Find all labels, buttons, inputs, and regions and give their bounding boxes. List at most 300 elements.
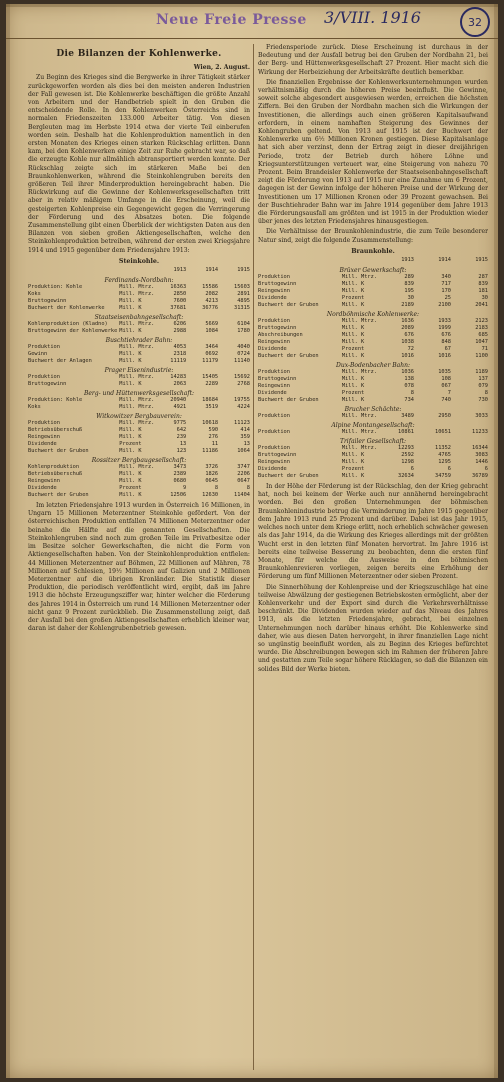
table-cell-value: 37681 (170, 305, 187, 312)
table-row-unit: Mill. K (341, 339, 365, 346)
table-cell-value: 1036 (401, 369, 414, 376)
table-cell-value: 676 (441, 332, 451, 339)
table-group-name: Buschtiehrader Bahn: (105, 337, 173, 345)
table-row-unit: Mill. K (119, 471, 142, 478)
table-row-unit: Prozent (341, 295, 365, 302)
table-cell-value: 289 (404, 274, 414, 281)
table-cell-value: 13 (179, 441, 187, 448)
table-row (258, 383, 488, 390)
table-cell-value: 4040 (237, 344, 250, 351)
table-cell-value: 848 (441, 339, 451, 346)
table-cell-value: 067 (441, 383, 451, 390)
table-row (258, 376, 488, 383)
table-cell-value: 734 (404, 397, 414, 404)
table-header-year: 1913 (173, 267, 187, 274)
table-cell-value: 11404 (234, 492, 250, 499)
table-row-label: Reingewinn (28, 434, 60, 441)
table-row-label: Reingewinn (258, 288, 290, 295)
table-cell-value: 1933 (438, 318, 451, 325)
table-row (28, 291, 250, 298)
table-group-row (28, 411, 250, 420)
table-row-label: Buchwert der Anlagen (28, 358, 92, 365)
table-cell-value: 4765 (438, 452, 451, 459)
table-cell-value: 11140 (234, 358, 250, 365)
table-row-label: Betriebsüberschuß (28, 427, 83, 434)
table-row-unit: Mill. Mtrz. (341, 369, 377, 376)
table-cell-value: 10618 (202, 420, 219, 427)
table-cell-value: 839 (404, 281, 414, 288)
table-cell-value: 1189 (475, 369, 488, 376)
table-header-blank (258, 257, 340, 265)
table-row (28, 284, 250, 291)
table-row-label: Betriebsüberschuß (28, 471, 83, 478)
table-row-unit: Prozent (341, 390, 365, 397)
table-cell-value: 108 (441, 376, 451, 383)
table-cell-value: 8 (214, 485, 219, 492)
clipping-edge-left (6, 4, 10, 1078)
table-cell-value: 1100 (475, 353, 488, 360)
left-paragraphs (28, 74, 250, 254)
table-cell-value: 4895 (237, 298, 250, 305)
table-group-row (28, 312, 250, 321)
table-cell-value: 2082 (205, 291, 219, 298)
table-row (258, 473, 488, 480)
table-cell-value: 0647 (237, 478, 250, 485)
table-row-label: Produktion (258, 318, 290, 325)
table-row-unit: Mill. K (341, 281, 365, 288)
table-row (28, 321, 250, 328)
table-row (28, 478, 250, 485)
table-row-unit: Mill. K (341, 288, 365, 295)
table-cell-value: 1826 (205, 471, 219, 478)
table-row-unit: Mill. K (341, 452, 365, 459)
table-cell-value: 3083 (475, 452, 488, 459)
table-row-label: Bruttogewinn (258, 452, 297, 459)
table-cell-value: 7600 (173, 298, 187, 305)
table-cell-value: 4213 (205, 298, 219, 305)
table-row (258, 325, 488, 332)
table-row-label: Bruttogewinn (28, 381, 67, 388)
table-row-unit: Mill. K (341, 302, 365, 309)
table-row-unit: Mill. K (119, 478, 142, 485)
table-row (28, 420, 250, 427)
table-cell-value: 170 (441, 288, 451, 295)
table-cell-value: 239 (176, 434, 187, 441)
table-row (28, 471, 250, 478)
table-cell-value: 19755 (234, 397, 250, 404)
table-row-label: Reingewinn (258, 459, 290, 466)
newspaper-name: Neue Freie Presse (156, 12, 307, 28)
table-cell-value: 10861 (398, 429, 414, 436)
table-row (258, 274, 488, 281)
table-row (28, 434, 250, 441)
table-cell-value: 0645 (205, 478, 219, 485)
table-row-unit: Mill. Mtrz. (341, 318, 377, 325)
table-cell-value: 0724 (237, 351, 250, 358)
table-row (28, 427, 250, 434)
table-cell-value: 11 (211, 441, 219, 448)
table-group-name: Nordböhmische Kohlenwerke: (326, 311, 420, 319)
table-cell-value: 12293 (398, 445, 414, 452)
table-group-row (258, 436, 488, 445)
table-cell-value: 839 (478, 281, 488, 288)
table-cell-value: 123 (176, 448, 187, 455)
table-group-name: Brucher Schächte: (344, 406, 402, 414)
table-row-unit: Mill. Mtrz. (119, 284, 155, 291)
table-cell-value: 2063 (173, 381, 187, 388)
table-cell-value: 34759 (435, 473, 451, 480)
clipping-edge-right (494, 4, 498, 1078)
table-row-label: Produktion (258, 429, 290, 436)
table-row-unit: Mill. K (119, 492, 142, 499)
steinkohle-table (28, 267, 250, 499)
braunkohle-table-title: Braunkohle. (351, 247, 395, 255)
table-group-name: Alpine Montangesellschaft: (331, 422, 415, 430)
table-group-row (28, 388, 250, 397)
table-cell-value: 2100 (438, 302, 451, 309)
table-row-unit: Prozent (119, 485, 142, 492)
article-paragraph: Im letzten Friedensjahre 1913 wurden in Österreich 16 Millionen, in Ungarn 15 Millionen Meterzentner Steinkohle gefördert. Von der österreichischen Produktion entfallen 74 Millionen Meterzentner oder beinahe die Hälfte auf die genannten Gesellschaften. Die Steinkohlengruben sind noch zum großen Teile im Privatbesitze oder im Besitze solcher Gewerkschaften, die nicht die Form von Aktiengesellschaften haben. Von der Steinkohlenproduktion entfielen: 44 Millionen Meterzentner auf Böhmen, 22 Millionen auf Mähren, 78 Millionen auf Schlesien, 19½ Millionen auf Galizien und 2 Millionen Meterzentner auf die übrigen Kronländer. Die Statistik dieser Produktion, die periodisch veröffentlicht wird, ergibt, daß im Jahre 1913 die höchste Erzeugungsziffer war, hinter welcher die Förderung des Jahres 1914 in Österreich um rund 14 Millionen Meterzentner oder nicht ganz 9 Prozent zurückblieb. Die Zusammenstellung zeigt, daß der Ausfall bei den großen Aktiengesellschaften erheblich kleiner war, daran ist daher der Kohlengrubenbetrieb gewesen. (28, 502, 250, 633)
table-row-label: Produktion (258, 445, 290, 452)
table-row-label: Produktion (28, 420, 60, 427)
table-cell-value: 1064 (237, 448, 250, 455)
table-row (258, 452, 488, 459)
table-cell-value: 1084 (205, 328, 219, 335)
table-header-year: 1913 (401, 257, 414, 264)
table-row (258, 346, 488, 353)
table-group-name: Dux-Bodenbacher Bahn: (336, 362, 410, 370)
table-header-row (258, 257, 488, 265)
table-cell-value: 590 (208, 427, 219, 434)
table-group-name: Staatseisenbahngesellschaft: (94, 314, 184, 322)
table-cell-value: 181 (478, 288, 488, 295)
table-row-unit: Mill. K (119, 351, 142, 358)
table-cell-value: 5669 (205, 321, 219, 328)
table-cell-value: 8 (246, 485, 250, 492)
table-row-label: Buchwert der Gruben (258, 473, 319, 480)
table-row-unit: Prozent (119, 441, 142, 448)
table-cell-value: 287 (478, 274, 488, 281)
table-cell-value: 72 (407, 346, 414, 353)
table-cell-value: 15586 (202, 284, 219, 291)
table-row (28, 485, 250, 492)
table-cell-value: 2089 (401, 325, 414, 332)
table-row (28, 441, 250, 448)
table-cell-value: 730 (478, 397, 488, 404)
table-row-unit: Mill. K (119, 358, 142, 365)
table-cell-value: 7 (447, 390, 451, 397)
table-cell-value: 12506 (170, 492, 187, 499)
table-cell-value: 2850 (173, 291, 187, 298)
table-group-name: Brüxer Gewerkschaft: (339, 267, 407, 275)
table-cell-value: 3726 (205, 464, 219, 471)
handwritten-date: 3/VIII. 1916 (324, 8, 421, 27)
table-cell-value: 71 (481, 346, 488, 353)
table-cell-value: 1047 (475, 339, 488, 346)
table-row (28, 404, 250, 411)
table-cell-value: 36789 (472, 473, 488, 480)
table-row-label: Koks (28, 404, 41, 411)
table-cell-value: 16363 (170, 284, 187, 291)
steinkohle-table-title: Steinkohle. (118, 257, 160, 265)
table-cell-value: 2988 (173, 328, 187, 335)
table-cell-value: 0680 (173, 478, 187, 485)
table-cell-value: 13 (243, 441, 250, 448)
table-cell-value: 1780 (237, 328, 250, 335)
table-header-blank (340, 257, 377, 265)
table-row-label: Reingewinn (28, 478, 60, 485)
table-row (258, 390, 488, 397)
table-cell-value: 6206 (173, 321, 187, 328)
table-cell-value: 9775 (173, 420, 187, 427)
table-cell-value: 3033 (475, 413, 488, 420)
table-row (28, 448, 250, 455)
table-cell-value: 079 (478, 383, 488, 390)
table-row-label: Gewinn (28, 351, 48, 358)
table-row (28, 351, 250, 358)
table-row-label: Bruttogewinn (258, 281, 297, 288)
table-cell-value: 276 (208, 434, 219, 441)
article-paragraph: Die finanziellen Ergebnisse der Kohlenwerksunternehmungen wurden verhältnismäßig durch die höheren Preise beeinflußt. Die Gewinne, soweit solche abgesondert ausgewiesen werden, erreichen die höchsten Ziffern. Bei den Gruben der Nordbahn machen sich die Wirkungen der Investitionen, die allerdings auch einen größeren Kapitalsaufwand erfordern, in einem namhaften Steigerung des Gewinnes der Kohlengruben geltend. Von 1913 auf 1915 ist der Buchwert der Kohlenwerke um 6½ Millionen Kronen gestiegen. Diese Kapitalsanlage hat sich aber verzinst, denn der Ertrag zeigt in dieser dreijährigen Periode, trotz der Betrieb durch höhere Löhne und Kriegsunterstützungen verteuert war, eine Steigerung von nahezu 70 Prozent. Beim Brandeisler Kohlenwerke der Staatseisenbahngesellschaft zeigt die Förderung von 1913 auf 1915 nur eine Zunahme um 6 Prozent, dagegen ist der Gewinn infolge der höheren Preise und der Wirkung der Investitionen um 17 Millionen Kronen oder 39 Prozent gewachsen. Bei der Buschtiehrader Bahn war im Jahre 1914 gegenüber dem Jahre 1913 die Förderungsausfall am größten und ist 1915 in der Produktion wieder über jenes des letzten Friedensjahres hinausgestiegen. (258, 78, 488, 226)
table-row-unit: Mill. K (341, 325, 365, 332)
table-row-label: Bruttogewinn (28, 298, 67, 305)
table-group-name: Rossitzer Bergbaugesellschaft: (91, 457, 187, 465)
table-row-label: Buchwert der Kohlenwerke (28, 305, 105, 312)
table-row (258, 429, 488, 436)
table-row-label: Bruttogewinn (258, 376, 297, 383)
table-group-name: Ferdinands-Nordbahn: (104, 277, 174, 285)
table-row (258, 332, 488, 339)
table-row (258, 339, 488, 346)
table-group-name: Trifailer Gesellschaft: (339, 438, 407, 446)
table-cell-value: 1636 (401, 318, 414, 325)
table-cell-value: 32634 (398, 473, 414, 480)
article-paragraph: Die Sinnerhöhung der Kohlenpreise und der Kriegszuschläge hat eine teilweise Abwälzung der gestiegenen Betriebskosten ermöglicht, aber der Kohlenverkehr und der Export sind durch die Verkehrsverhältnisse beschränkt. Die Dividenden wurden wieder auf das Niveau des Jahres 1913, als die letzten Friedensjahre, gebracht, bei einzelnen Unternehmungen noch darüber hinaus erhöht. Die Kohlenwerke sind daher, wie aus diesen Daten hervorgeht, in ihrer finanziellen Lage nicht so ungünstig beeinflußt worden, als zu Beginn des Krieges befürchtet wurde. Die Abschreibungen bewegen sich im Rahmen der früheren Jahre und gestatten zum Teile sogar höhere Rücklagen, so daß die Bilanzen ein solides Bild der Werke bieten. (258, 583, 488, 673)
table-row (28, 305, 250, 312)
table-cell-value: 137 (478, 376, 488, 383)
table-row-label: Abschreibungen (258, 332, 303, 339)
table-cell-value: 138 (404, 376, 414, 383)
table-cell-value: 1999 (438, 325, 451, 332)
table-row-unit: Mill. Mtrz. (119, 397, 155, 404)
table-row-unit: Mill. K (341, 332, 365, 339)
table-row-unit: Mill. Mtrz. (119, 464, 155, 471)
table-row (28, 397, 250, 404)
left-paragraphs-2 (28, 502, 250, 633)
left-column (28, 44, 250, 1070)
table-group-row (258, 309, 488, 318)
table-header-year: 1915 (237, 267, 250, 274)
table-cell-value: 685 (478, 332, 488, 339)
table-cell-value: 10651 (435, 429, 451, 436)
table-row-unit: Prozent (341, 346, 365, 353)
table-row-unit: Mill. Mtrz. (119, 344, 155, 351)
table-row-label: Kohlenproduktion (Kladno) (28, 321, 108, 328)
table-row (28, 492, 250, 499)
table-group-row (28, 365, 250, 374)
table-header-row (28, 267, 250, 275)
table-group-name: Prager Eisenindustrie: (104, 367, 174, 375)
table-group-name: Berg- und Hüttenwerksgesellschaft: (83, 390, 195, 398)
table-cell-value: 16344 (472, 445, 488, 452)
table-cell-value: 1298 (401, 459, 414, 466)
table-row (258, 353, 488, 360)
table-row (258, 413, 488, 420)
table-row-label: Bruttogewinn der Kohlenwerke (28, 328, 118, 335)
table-cell-value: 67 (444, 346, 451, 353)
table-cell-value: 6 (484, 466, 488, 473)
table-row-unit: Mill. K (119, 305, 142, 312)
table-cell-value: 2206 (237, 471, 250, 478)
table-row-label: Buchwert der Gruben (28, 492, 89, 499)
table-cell-value: 11186 (202, 448, 219, 455)
table-cell-value: 642 (176, 427, 187, 434)
table-row-unit: Prozent (341, 466, 365, 473)
table-row-label: Produktion (28, 344, 60, 351)
table-row-label: Bruttogewinn (258, 325, 297, 332)
table-header-blank (117, 267, 154, 275)
table-row-label: Produktion (28, 374, 60, 381)
table-cell-value: 359 (240, 434, 250, 441)
table-cell-value: 340 (441, 274, 451, 281)
table-row (28, 298, 250, 305)
article-paragraph: Die Verhältnisse der Braunkohlenindustrie, die zum Teile besonderer Natur sind, zeigt die folgende Zusammenstellung: (258, 228, 488, 244)
table-group-row (28, 275, 250, 284)
masthead (6, 4, 498, 39)
table-cell-value: 15603 (234, 284, 250, 291)
newspaper-clipping (6, 4, 498, 1078)
table-row (258, 288, 488, 295)
table-row-unit: Mill. Mtrz. (341, 445, 377, 452)
table-group-name: Witkowitzer Bergbauverein: (96, 413, 182, 421)
article-headline: Die Bilanzen der Kohlenwerke. (56, 49, 222, 59)
table-row-label: Dividende (258, 346, 287, 353)
table-cell-value: 18684 (202, 397, 219, 404)
table-row-label: Buchwert der Gruben (28, 448, 89, 455)
table-cell-value: 4921 (173, 404, 187, 411)
table-cell-value: 30 (407, 295, 414, 302)
table-cell-value: 0692 (205, 351, 219, 358)
table-cell-value: 11119 (170, 358, 187, 365)
table-cell-value: 4053 (173, 344, 187, 351)
table-cell-value: 3473 (173, 464, 187, 471)
table-group-row (28, 455, 250, 464)
table-row (258, 281, 488, 288)
table-cell-value: 2189 (401, 302, 414, 309)
table-cell-value: 1446 (475, 459, 488, 466)
table-row-unit: Mill. Mtrz. (119, 404, 155, 411)
table-row-unit: Mill. Mtrz. (341, 429, 377, 436)
table-row-unit: Mill. K (119, 328, 142, 335)
table-cell-value: 2768 (237, 381, 250, 388)
table-cell-value: 20940 (170, 397, 187, 404)
article-paragraph: In der Höhe der Förderung ist der Rückschlag, den der Krieg gebracht hat, noch bei keinem der Werke auch nur annähernd hereingebracht worden. Bei den großen Unternehmungen der böhmischen Braunkohlenindustrie betrug die Verminderung im Jahre 1915 gegenüber dem Jahre 1913 rund 25 Prozent und darüber. Dabei ist das Jahr 1915, welches noch unter dem Kriege erlitt, noch erheblich schwächer gewesen als das Jahr 1914, da die Wirkung des Krieges allerdings mit der größten Wucht erst in den letzten fünf Monaten hervortrat. Im Jahre 1916 ist bereits eine teilweise Besserung zu beobachten, denn die ersten fünf Monate, für welche die Ausweise in den böhmischen Braunkohlenrevieren vorliegen, zeigen bereits eine Erhöhung der Förderung um fünf Millionen Meterzentner oder sieben Prozent. (258, 483, 488, 581)
table-cell-value: 2318 (173, 351, 187, 358)
table-cell-value: 414 (240, 427, 250, 434)
table-row-unit: Mill. K (341, 397, 365, 404)
table-group-row (258, 404, 488, 413)
table-header-year: 1915 (475, 257, 488, 264)
table-cell-value: 078 (404, 383, 414, 390)
table-row-label: Buchwert der Gruben (258, 353, 319, 360)
table-row-label: Kohlenproduktion (28, 464, 80, 471)
table-row-unit: Mill. K (341, 459, 365, 466)
table-row (28, 328, 250, 335)
table-cell-value: 2891 (237, 291, 250, 298)
table-row-unit: Mill. K (341, 376, 365, 383)
table-cell-value: 1038 (401, 339, 414, 346)
table-cell-value: 6104 (237, 321, 250, 328)
table-cell-value: 6 (447, 466, 451, 473)
table-cell-value: 2592 (401, 452, 414, 459)
right-paragraphs-2 (258, 483, 488, 674)
table-cell-value: 12630 (202, 492, 219, 499)
table-cell-value: 11123 (234, 420, 250, 427)
table-cell-value: 36776 (202, 305, 219, 312)
table-row (28, 344, 250, 351)
table-cell-value: 14283 (170, 374, 187, 381)
table-row (258, 459, 488, 466)
table-cell-value: 2389 (173, 471, 187, 478)
table-cell-value: 15692 (234, 374, 250, 381)
table-row (28, 464, 250, 471)
table-row-label: Dividende (258, 390, 287, 397)
table-header-blank (28, 267, 117, 275)
table-cell-value: 3747 (237, 464, 250, 471)
table-row-unit: Mill. Mtrz. (119, 420, 155, 427)
table-cell-value: 195 (404, 288, 414, 295)
table-row-label: Dividende (28, 441, 57, 448)
article-paragraph: Friedensperiode zurück. Diese Erscheinung ist durchaus in der Bedeutung und der Ausfall betrug bei den Gruben der Nordbahn 21, bei der Berg- und Hüttenwerksgesellschaft 27 Prozent. Hier macht sich die Wirkung der Herbeiziehung der Arbeitskräfte deutlich bemerkbar. (258, 44, 488, 76)
table-row-label: Reingewinn (258, 339, 290, 346)
table-row-label: Produktion: Kohle (28, 397, 83, 404)
table-row (258, 466, 488, 473)
table-cell-value: 8 (484, 390, 488, 397)
table-cell-value: 1035 (438, 369, 451, 376)
table-row-label: Produktion (258, 274, 290, 281)
table-cell-value: 676 (404, 332, 414, 339)
table-row-label: Produktion (258, 413, 290, 420)
table-cell-value: 3519 (205, 404, 219, 411)
table-row (258, 445, 488, 452)
table-row-unit: Mill. Mtrz. (341, 413, 377, 420)
braunkohle-table (258, 257, 488, 480)
table-cell-value: 2289 (205, 381, 219, 388)
table-row-label: Koks (28, 291, 41, 298)
table-row-label: Produktion (258, 369, 290, 376)
table-row-label: Buchwert der Gruben (258, 397, 319, 404)
table-row-label: Dividende (28, 485, 57, 492)
table-cell-value: 30 (481, 295, 488, 302)
table-row (28, 358, 250, 365)
table-row (258, 295, 488, 302)
table-cell-value: 3489 (401, 413, 414, 420)
table-row-unit: Mill. K (119, 448, 142, 455)
table-group-row (258, 360, 488, 369)
right-column (258, 44, 488, 1070)
table-row-unit: Mill. K (341, 473, 365, 480)
table-row-unit: Mill. Mtrz. (341, 274, 377, 281)
table-row-unit: Mill. Mtrz. (119, 321, 155, 328)
table-cell-value: 1295 (438, 459, 451, 466)
table-group-row (258, 265, 488, 274)
table-group-row (28, 335, 250, 344)
article-paragraph: Zu Beginn des Krieges sind die Bergwerke in ihrer Tätigkeit stärker zurückgeworfen worden als dies bei den meisten anderen Industrien der Fall gewesen ist. Die Kohlenwerke beschäftigen die größte Anzahl von Arbeitern und der Handbetrieb spielt in den Gruben die entscheidende Rolle. In den Kohlenwerken Österreichs sind in normalen Friedenszeiten 133.000 Arbeiter tätig. Von diesen Bergleuten mag im Herbste 1914 etwa der vierte Teil einberufen worden sein. Deshalb hat die Kohlenproduktion namentlich in den ersten Monaten des Krieges einen starken Rückschlag erlitten. Dann kam, bei den Kohlenwerken einige Zeit zur Ruhe gebracht war, so daß die erzeugte Kohle nur allmählich abtransportiert werden konnte. Der Rückschlag zeigte sich im stärkeren Maße bei den Braunkohlenwerken, während die Steinkohlengruben bereits den größeren Teil ihrer Minderproduktion hereingebracht haben. Die Rückwirkung auf die Gewinne der Kohlenwerksgesellschaften tritt aber in relativ mäßigem Umfange in die Erscheinung, weil die gesteigerten Kohlenpreise ein Gegengewicht gegen die Verringerung der Förderung und des Absatzes boten. Die folgende Zusammenstellung gibt einen Überblick der wichtigsten Daten aus den Bilanzen von sieben großen Aktiengesellschaften, welche den Steinkohlenproduktion betreiben, während der ersten zwei Kriegsjahre 1914 und 1915 gegenüber dem Friedensjahre 1913: (28, 74, 250, 254)
table-cell-value: 3464 (205, 344, 219, 351)
table-cell-value: 4224 (237, 404, 250, 411)
table-row-unit: Mill. K (119, 434, 142, 441)
table-row (258, 318, 488, 325)
